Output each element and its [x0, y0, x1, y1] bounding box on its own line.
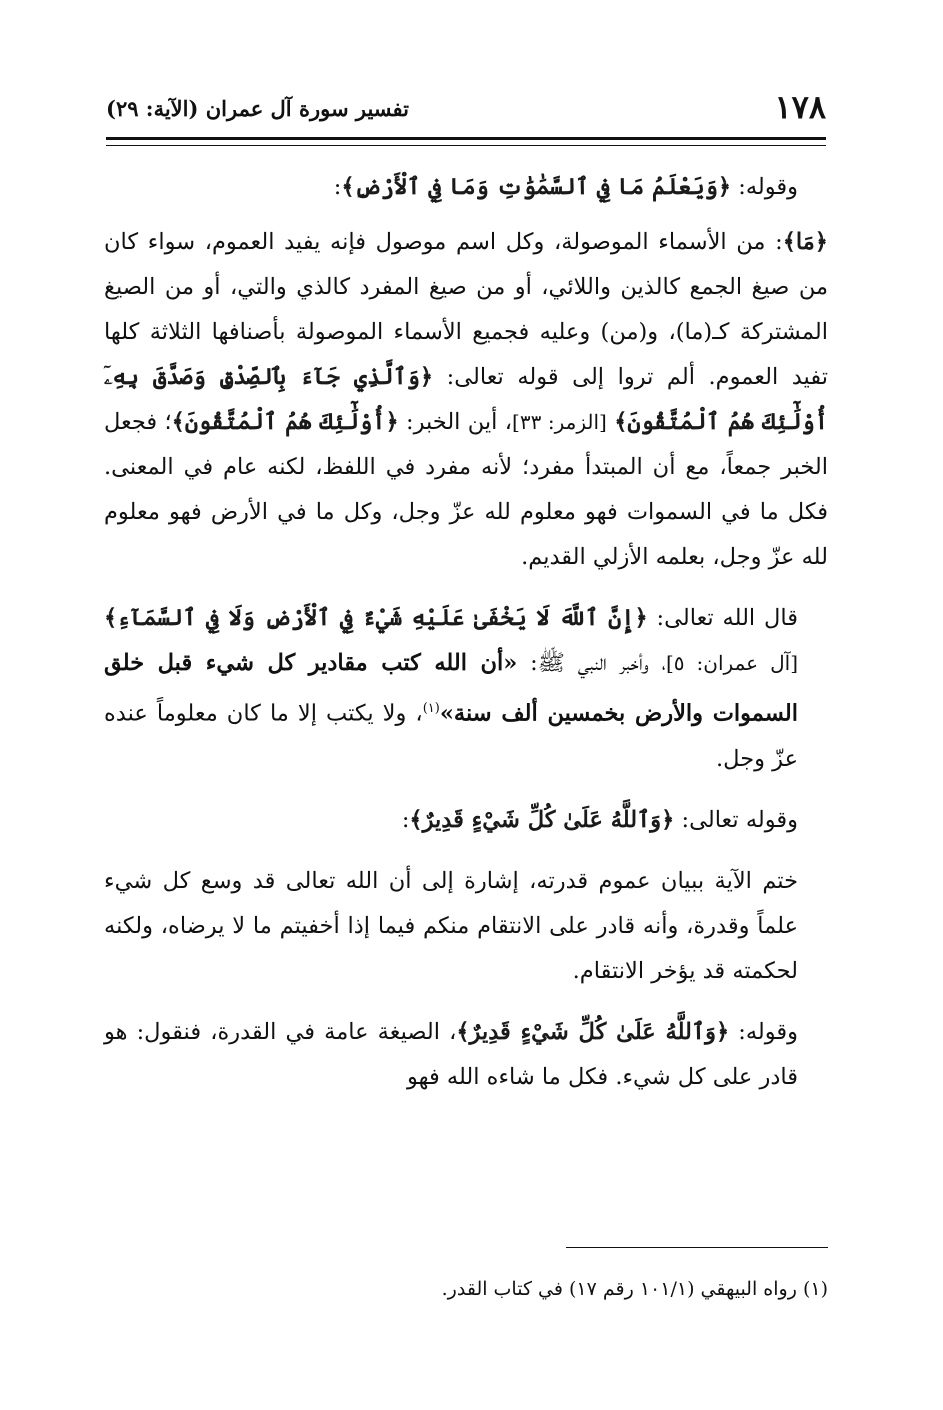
quran-word: ﴿مَا﴾ [782, 229, 828, 255]
quran-verse: ﴿وَٱللَّهُ عَلَىٰ كُلِّ شَيْءٍ قَدِيرٌ﴾ [409, 806, 675, 833]
verse-reference: [آل عمران: ٥] [665, 651, 799, 675]
p6-intro: وقوله: [729, 1018, 798, 1045]
main-text [104, 165, 828, 1116]
header-rule-thin [106, 145, 826, 146]
quran-verse: ﴿وَيَعْلَمُ مَا فِي ٱلسَّمَٰوَٰتِ وَمَا فِي ٱلْأَرْضِ﴾ [341, 174, 732, 200]
quran-verse: ﴿وَٱلَّذِي جَآءَ بِٱلصِّدْقِ وَصَدَّقَ بِهِۦٓ أُوْلَٰٓئِكَ هُمُ ٱلْمُتَّقُونَ﴾ [104, 364, 829, 435]
quran-verse: ﴿إِنَّ ٱللَّهَ لَا يَخْفَىٰ عَلَيْهِ شَيْءٌ فِي ٱلْأَرْضِ وَلَا فِي ٱلسَّمَآءِ﴾ [104, 605, 648, 631]
p6-text: ، الصيغة عامة في القدرة، فنقول: هو قادر على كل شيء. فكل ما شاءه الله فهو [104, 1018, 798, 1090]
page-number: ١٧٨ [774, 88, 826, 126]
p5-text: ختم الآية ببيان عموم قدرته، إشارة إلى أن الله تعالى قد وسع كل شيء علماً وقدرة، وأنه قادر على الانتقام منكم فيما إذا أخفيتم ما لا يرضاه، ولكنه لحكمته قد يؤخر الانتقام. [104, 867, 798, 984]
p1-intro: وقوله: [731, 174, 798, 200]
p2-text-1: : من الأسماء الموصولة، وكل اسم موصول فإنه يفيد العموم، سواء كان من صيغ الجمع كالذين واللائي، أو من صيغ المفرد كالذي والتي، أو من الصيغ المشتركة كـ(ما)، و(من) وعليه فجميع الأسماء الموصولة بأصنافها الثلاثة كلها تفيد العموم. ألم تروا إلى قوله تعالى: [104, 229, 828, 390]
verse-reference: [الزمر: ٣٣] [512, 410, 607, 434]
p2-text-3: ؛ فجعل الخبر جمعاً، مع أن المبتدأ مفرد؛ لأنه مفرد في اللفظ، لكنه عام في المعنى. فكل ما في السموات فهو معلوم لله عزّ وجل، وكل ما في الأرض فهو معلوم لله عزّ وجل، بعلمه الأزلي القديم. [104, 409, 828, 570]
paragraph-4 [104, 798, 828, 843]
p4-intro: وقوله تعالى: [674, 806, 798, 833]
p1-end: : [333, 174, 342, 200]
p3-text-2: ، وأخبر النبي ﷺ: [517, 650, 666, 676]
paragraph-6 [104, 1010, 828, 1100]
p2-text-2: ، أين الخبر: [398, 409, 513, 435]
paragraph-3 [104, 596, 828, 782]
paragraph-1 [104, 165, 828, 210]
paragraph-2 [104, 220, 828, 580]
paragraph-5 [104, 859, 828, 994]
page-header [106, 86, 826, 134]
p4-end: : [401, 806, 410, 833]
footnote-separator [566, 1247, 828, 1248]
p3-text-1: قال الله تعالى: [647, 605, 798, 631]
footnote-number: (١) [802, 1278, 828, 1300]
footnote [104, 1272, 828, 1306]
quran-verse: ﴿وَٱللَّهُ عَلَىٰ كُلِّ شَيْءٍ قَدِيرٌ﴾ [456, 1018, 730, 1045]
footnote-marker[interactable]: (١) [422, 701, 440, 716]
p3-text-3: ، ولا يكتب إلا ما كان معلوماً عنده عزّ وجل. [104, 700, 798, 772]
running-title: تفسير سورة آل عمران (الآية: ٢٩) [106, 96, 409, 121]
hadith-quote: «أن الله كتب مقادير كل شيء قبل خلق السموات والأرض بخمسين ألف سنة» [104, 650, 798, 727]
header-rule-thick [106, 137, 826, 140]
footnote-text: رواه البيهقي (١٠١/١ رقم ١٧) في كتاب القدر. [441, 1278, 797, 1300]
quran-verse: ﴿أُوْلَٰٓئِكَ هُمُ ٱلْمُتَّقُونَ﴾ [171, 409, 399, 435]
